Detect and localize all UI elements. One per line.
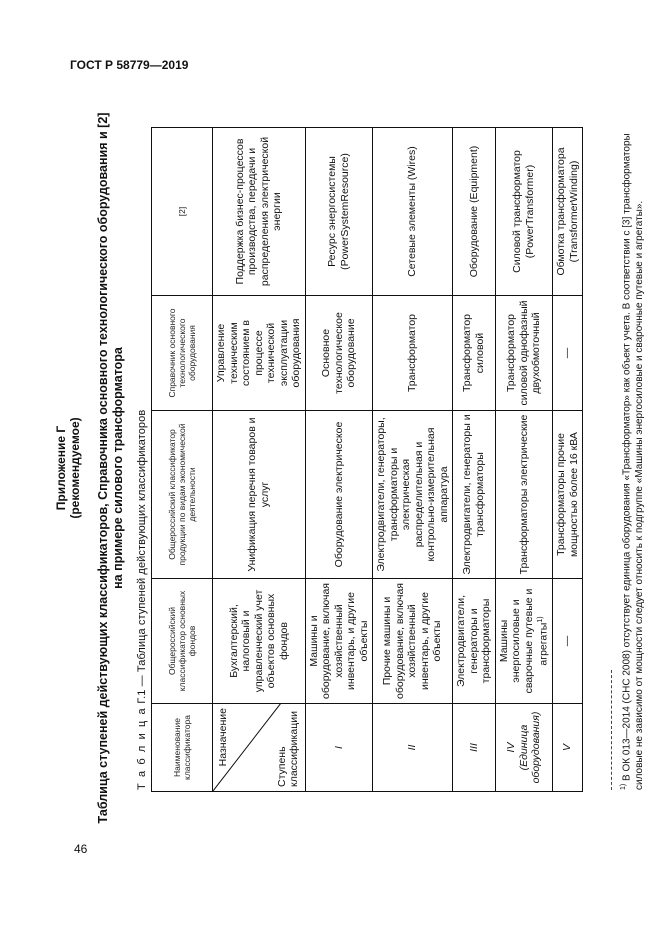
- table-header-row: [152, 128, 213, 792]
- footnote-text: В ОК 013—2014 (СНС 2008) отсутствует единица оборудования «Трансформатор» как объект учета. В соответствии с [3] трансформаторы силовые не зависимо от мощности следует относить к подгруппе «Машины энергосиловые и сварочные путевые и агрегаты».: [621, 133, 645, 790]
- table-row: [305, 128, 373, 792]
- level-cell: [305, 704, 373, 792]
- level-number: III: [467, 743, 480, 752]
- classifier-levels-table: [151, 127, 583, 792]
- okof-cell: Машины и оборудование, включая хозяйственный инвентарь, и другие объекты: [305, 579, 373, 704]
- okof-cell: —: [553, 579, 583, 704]
- appendix-subtitle: (рекомендуемое): [68, 417, 82, 519]
- reference-book-cell: —: [553, 296, 583, 411]
- level-cell: [553, 704, 583, 792]
- table-caption: [136, 98, 148, 790]
- level-number: II: [406, 744, 419, 751]
- okpd-cell: Электродвигатели, генераторы и трансформаторы: [453, 411, 496, 579]
- ref-2-cell: Обмотка трансформатора (TransformerWinding): [553, 128, 583, 296]
- level-number: I: [332, 746, 345, 749]
- page-number: 46: [74, 842, 88, 856]
- appendix-heading: [54, 98, 82, 838]
- purpose-ref-2: Поддержка бизнес-процессов производства, передачи и распределения электрической энергии: [213, 128, 306, 296]
- okpd-cell: Электродвигатели, генераторы, трансформаторы и электрическая распределительная и контрольно-измерительная аппаратура: [373, 411, 453, 579]
- document-title-line2: на примере силового трансформатора: [111, 347, 125, 589]
- reference-book-cell: Трансформатор силовой: [453, 296, 496, 411]
- level-number: IV: [505, 742, 517, 753]
- okof-cell-text: Машины энергосиловые и сварочные путевые и агрегаты: [497, 588, 550, 694]
- diag-level-line1: Ступень: [275, 746, 288, 787]
- table-row: [453, 128, 496, 792]
- header-reference-book: Справочник основного технологического оборудования: [152, 296, 213, 411]
- level-cell: [373, 704, 453, 792]
- header-ref-2: [2]: [152, 128, 213, 296]
- diag-level-label: [276, 711, 301, 787]
- ref-2-cell: Сетевые элементы (Wires): [373, 128, 453, 296]
- reference-book-cell: Трансформатор силовой однофазный двухобмоточный: [495, 296, 553, 411]
- reference-book-cell: Основное технологическое оборудование: [305, 296, 373, 411]
- ref-2-cell: Силовой трансформатор (PowerTransformer): [495, 128, 553, 296]
- level-cell: [453, 704, 496, 792]
- footnote-mark: 1): [620, 783, 627, 790]
- diag-level-line2: классификации: [288, 711, 300, 787]
- footnote-reference: 1): [537, 616, 544, 623]
- standard-number: ГОСТ Р 58779—2019: [70, 58, 189, 72]
- header-okpd: Общероссийский классификатор продукции по видам экономической деятельности: [152, 411, 213, 579]
- table-row: [495, 128, 553, 792]
- purpose-reference-book: Управление техническим состоянием в процессе технической эксплуатации оборудования: [213, 296, 306, 411]
- header-okof: Общероссийский классификатор основных фондов: [152, 579, 213, 704]
- purpose-okpd: Унификация перечня товаров и услуг: [213, 411, 306, 579]
- diagonal-header-cell: [213, 704, 306, 792]
- level-subtitle: (Единица оборудования): [517, 711, 542, 784]
- ref-2-cell: Оборудование (Equipment): [453, 128, 496, 296]
- appendix-title: Приложение Г: [54, 425, 68, 511]
- header-classifier-name: Наименование классификатора: [152, 704, 213, 792]
- purpose-row: [213, 128, 306, 792]
- okof-cell: Прочие машины и оборудование, включая хозяйственный инвентарь, и другие объекты: [373, 579, 453, 704]
- okpd-cell: Оборудование электрическое: [305, 411, 373, 579]
- table-caption-text: Г.1 — Таблица ступеней действующих классификаторов: [136, 409, 148, 707]
- level-number: V: [561, 744, 574, 752]
- level-cell: [495, 704, 553, 792]
- table-row: [553, 128, 583, 792]
- okof-cell: Электродвигатели, генераторы и трансформаторы: [453, 579, 496, 704]
- okpd-cell: Трансформаторы электрические: [495, 411, 553, 579]
- table-caption-prefix: Т а б л и ц а: [136, 706, 148, 790]
- table-row: [373, 128, 453, 792]
- document-title-line1: Таблица ступеней действующих классификаторов, Справочника основного технологического оборудования и [2]: [96, 112, 110, 824]
- rotated-page-content: [52, 98, 645, 838]
- reference-book-cell: Трансформатор: [373, 296, 453, 411]
- footnote-separator: [611, 670, 612, 790]
- purpose-okof: Бухгалтерский, налоговый и управленческий учет объектов основных фондов: [213, 579, 306, 704]
- okof-cell: [495, 579, 553, 704]
- footnote: [611, 120, 646, 790]
- ref-2-cell: Ресурс энергосистемы (PowerSystemResource): [305, 128, 373, 296]
- diag-purpose-label: Назначение: [217, 708, 229, 767]
- okpd-cell: Трансформаторы прочие мощностью более 16 кВА: [553, 411, 583, 579]
- document-title: [96, 98, 126, 838]
